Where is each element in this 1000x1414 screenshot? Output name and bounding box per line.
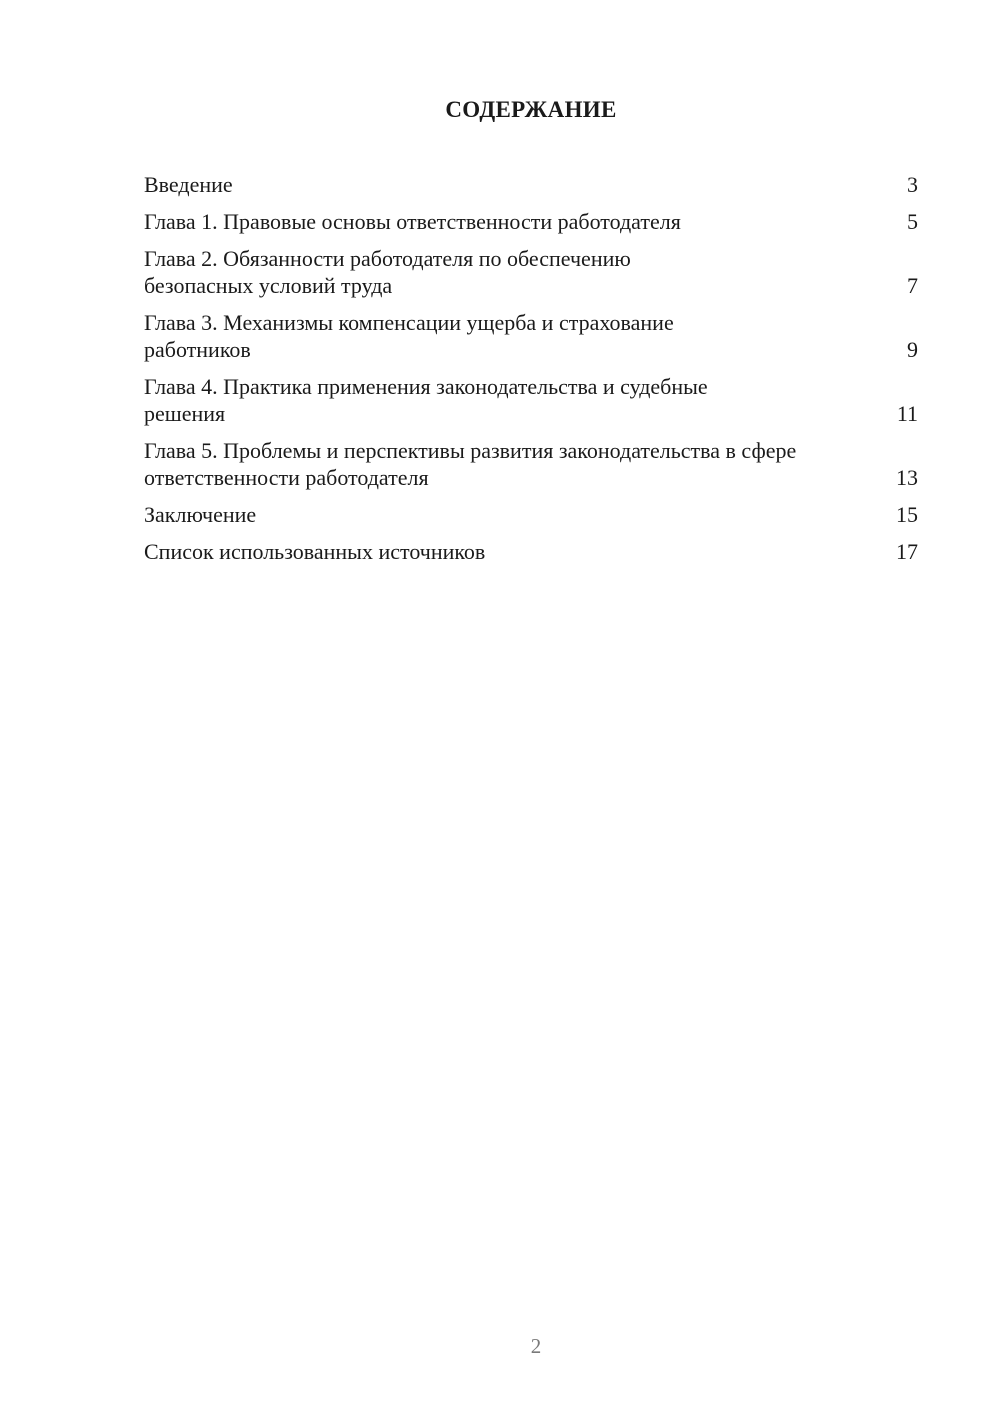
toc-entry-page: 3	[907, 172, 918, 197]
toc-entry	[144, 309, 918, 363]
table-of-contents	[144, 171, 918, 575]
toc-entry-title: Список использованных источников	[144, 539, 486, 564]
toc-entry-title: Глава 1. Правовые основы ответственности работодателя	[144, 209, 681, 234]
page-number: 2	[530, 1334, 542, 1358]
toc-entry-page: 11	[896, 401, 918, 426]
toc-entry-title: Заключение	[144, 502, 257, 527]
toc-entry-page: 9	[907, 337, 918, 362]
toc-entry	[144, 437, 918, 491]
toc-entry-page: 13	[896, 465, 918, 490]
toc-entry	[144, 501, 918, 528]
toc-entry	[144, 538, 918, 565]
toc-entry-page: 17	[896, 539, 918, 564]
toc-entry	[144, 373, 918, 427]
toc-entry	[144, 208, 918, 235]
toc-entry	[144, 171, 918, 198]
toc-entry-title: Глава 4. Практика применения законодательства и судебные решения	[144, 374, 708, 426]
toc-entry-title: Глава 5. Проблемы и перспективы развития законодательства в сфере ответственности работодателя	[144, 438, 797, 490]
toc-entry-page: 7	[907, 273, 918, 298]
toc-entry-title: Введение	[144, 172, 233, 197]
toc-entry-page: 15	[896, 502, 918, 527]
toc-entry-page: 5	[907, 209, 918, 234]
toc-entry-title: Глава 2. Обязанности работодателя по обеспечению безопасных условий труда	[144, 246, 631, 298]
page-title: СОДЕРЖАНИЕ	[445, 97, 617, 122]
toc-entry	[144, 245, 918, 299]
toc-entry-title: Глава 3. Механизмы компенсации ущерба и страхование работников	[144, 310, 674, 362]
